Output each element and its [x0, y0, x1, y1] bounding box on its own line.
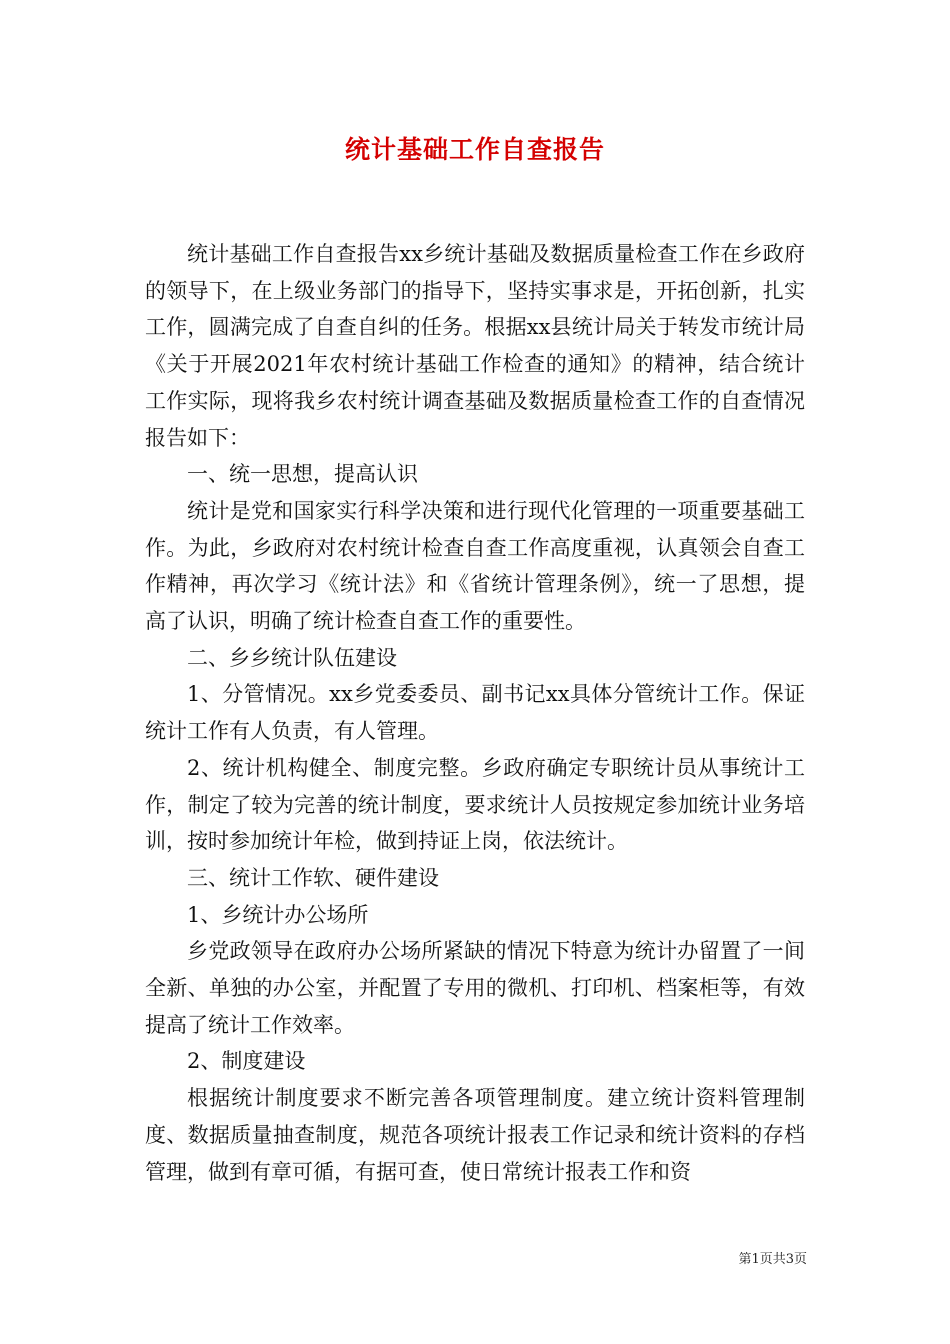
section-2-item-2: 2、统计机构健全、制度完整。乡政府确定专职统计员从事统计工作，制定了较为完善的统计制度，要求统计人员按规定参加统计业务培训，按时参加统计年检，做到持证上岗，依法统计。: [145, 755, 805, 854]
section-1-paragraph: 统计是党和国家实行科学决策和进行现代化管理的一项重要基础工作。为此，乡政府对农村统计检查自查工作高度重视，认真领会自查工作精神，再次学习《统计法》和《省统计管理条例》，统一了思想，提高了认识，明确了统计检查自查工作的重要性。: [145, 498, 805, 634]
document-title: 统计基础工作自查报告: [344, 135, 605, 164]
section-heading-3: 三、统计工作软、硬件建设: [187, 865, 439, 890]
document-body: [145, 236, 805, 1190]
subsection-3-1-paragraph: 乡党政领导在政府办公场所紧缺的情况下特意为统计办留置了一间全新、单独的办公室，并配置了专用的微机、打印机、档案柜等，有效提高了统计工作效率。: [145, 939, 805, 1037]
subsection-heading-3-1: 1、乡统计办公场所: [187, 902, 369, 927]
intro-paragraph: 统计基础工作自查报告xx乡统计基础及数据质量检查工作在乡政府的领导下，在上级业务部门的指导下，坚持实事求是，开拓创新，扎实工作，圆满完成了自查自纠的任务。根据xx县统计局关于转发市统计局《关于开展2021年农村统计基础工作检查的通知》的精神，结合统计工作实际，现将我乡农村统计调查基础及数据质量检查工作的自查情况报告如下：: [145, 242, 805, 450]
section-heading-2: 二、乡乡统计队伍建设: [187, 645, 397, 670]
subsection-3-2-paragraph: 根据统计制度要求不断完善各项管理制度。建立统计资料管理制度、数据质量抽查制度，规范各项统计报表工作记录和统计资料的存档管理，做到有章可循，有据可查，使日常统计报表工作和资: [145, 1086, 805, 1184]
page-number-footer: 第1页共3页: [738, 1252, 807, 1267]
section-heading-1: 一、统一思想，提高认识: [187, 462, 418, 487]
section-2-item-1: 1、分管情况。xx乡党委委员、副书记xx具体分管统计工作。保证统计工作有人负责，有人管理。: [145, 682, 805, 744]
subsection-heading-3-2: 2、制度建设: [187, 1049, 306, 1074]
